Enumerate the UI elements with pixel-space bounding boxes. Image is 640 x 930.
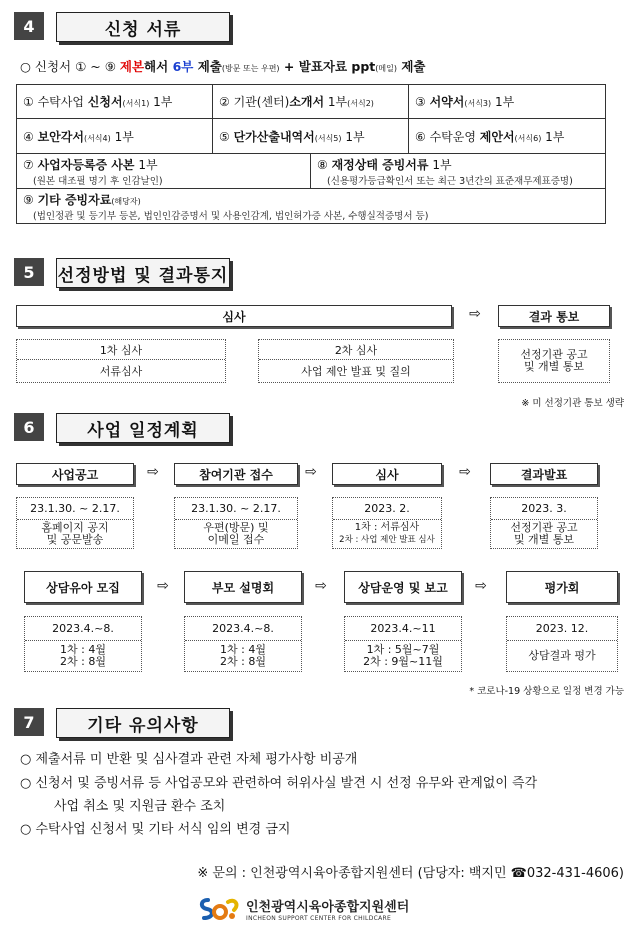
doc-item-7: ⑦ 사업자등록증 사본 1부 (원본 대조필 명기 후 인감날인) (17, 154, 311, 188)
section-4-title: 신청 서류 (56, 12, 230, 42)
notice-item-1: ○ 제출서류 미 반환 및 심사결과 관련 자체 평가사항 비공개 (20, 752, 358, 767)
doc-item-8: ⑧ 재정상태 증빙서류 1부 (신용평가등급확인서 또는 최근 3년간의 표준재무제표증명) (317, 157, 573, 187)
schedule-recruitment-title: 상담유아 모집 (24, 571, 142, 603)
schedule-parent-briefing-title: 부모 설명회 (184, 571, 302, 603)
doc-item-2: ② 기관(센터)소개서 1부(서식2) (213, 85, 409, 118)
section-7-number: 7 (14, 708, 44, 736)
notice-item-2: ○ 신청서 및 증빙서류 등 사업공모와 관련하여 허위사실 발견 시 선정 유무와 관계없이 즉각 (20, 776, 538, 791)
result-notice-bar: 결과 통보 (498, 305, 610, 327)
schedule-parent-briefing-box: 2023.4.~8. 1차 : 4월 2차 : 8월 (184, 616, 302, 672)
review-bar: 심사 (16, 305, 452, 327)
center-logo-icon (198, 894, 242, 924)
schedule-review-box: 2023. 2. 1차 : 서류심사 2차 : 사업 제안 발표 심사 (332, 497, 442, 549)
arrow-icon: ⇨ (469, 306, 481, 322)
section-6-title: 사업 일정계획 (56, 413, 230, 443)
section-5-note: ※ 미 선정기관 통보 생략 (521, 398, 624, 409)
schedule-result-title: 결과발표 (490, 463, 598, 485)
required-documents-table (16, 84, 606, 224)
section-4-number: 4 (14, 12, 44, 40)
doc-item-3: ③ 서약서(서식3) 1부 (415, 95, 515, 109)
center-logo: 인천광역시육아종합지원센터 INCHEON SUPPORT CENTER FOR CHILDCARE (198, 894, 409, 924)
arrow-icon: ⇨ (315, 578, 327, 594)
section-5-title: 선정방법 및 결과통지 (56, 258, 230, 288)
schedule-review-title: 심사 (332, 463, 442, 485)
submission-instructions: ○ 신청서 ① ~ ⑨ 제본해서 6부 제출(방문 또는 우편) + 발표자료 ppt(메일) 제출 (20, 59, 426, 74)
schedule-recruitment-box: 2023.4.~8. 1차 : 4월 2차 : 8월 (24, 616, 142, 672)
schedule-evaluation-title: 평가회 (506, 571, 618, 603)
contact-info: ※ 문의 : 인천광역시육아종합지원센터 (담당자: 백지민 ☎032-431-4606) (197, 866, 624, 881)
arrow-icon: ⇨ (459, 464, 471, 480)
schedule-evaluation-box: 2023. 12. 상담결과 평가 (506, 616, 618, 672)
section-5-number: 5 (14, 258, 44, 286)
section-6-note: * 코로나-19 상황으로 일정 변경 가능 (469, 686, 624, 697)
schedule-application-title: 참여기관 접수 (174, 463, 298, 485)
schedule-application-box: 23.1.30. ~ 2.17. 우편(방문) 및 이메일 접수 (174, 497, 298, 549)
doc-item-6: ⑥ 수탁운영 제안서(서식6) 1부 (415, 129, 565, 144)
doc-item-5: ⑤ 단가산출내역서(서식5) 1부 (213, 119, 409, 153)
schedule-announcement-box: 23.1.30. ~ 2.17. 홈페이지 공지 및 공문발송 (16, 497, 134, 549)
arrow-icon: ⇨ (475, 578, 487, 594)
arrow-icon: ⇨ (147, 464, 159, 480)
doc-item-9: ⑨ 기타 증빙자료(해당자) (법인정관 및 등기부 등본, 법인인감증명서 및 사용인감계, 법인허가증 사본, 수행실적증명서 등) (23, 192, 429, 222)
doc-item-1: ① 수탁사업 신청서(서식1) 1부 (17, 85, 213, 118)
schedule-operation-title: 상담운영 및 보고 (344, 571, 462, 603)
doc-item-4: ④ 보안각서(서식4) 1부 (17, 119, 213, 153)
notice-item-2-continued: 사업 취소 및 지원금 환수 조치 (54, 799, 226, 814)
result-box: 선정기관 공고 및 개별 통보 (498, 339, 610, 383)
notice-item-3: ○ 수탁사업 신청서 및 기타 서식 임의 변경 금지 (20, 822, 291, 837)
arrow-icon: ⇨ (157, 578, 169, 594)
schedule-result-box: 2023. 3. 선정기관 공고 및 개별 통보 (490, 497, 598, 549)
schedule-announcement-title: 사업공고 (16, 463, 134, 485)
section-7-title: 기타 유의사항 (56, 708, 230, 738)
section-6-number: 6 (14, 413, 44, 441)
arrow-icon: ⇨ (305, 464, 317, 480)
stage-1-box: 1차 심사 서류심사 (16, 339, 226, 383)
stage-2-box: 2차 심사 사업 제안 발표 및 질의 (258, 339, 454, 383)
schedule-operation-box: 2023.4.~11 1차 : 5월~7월 2차 : 9월~11월 (344, 616, 462, 672)
